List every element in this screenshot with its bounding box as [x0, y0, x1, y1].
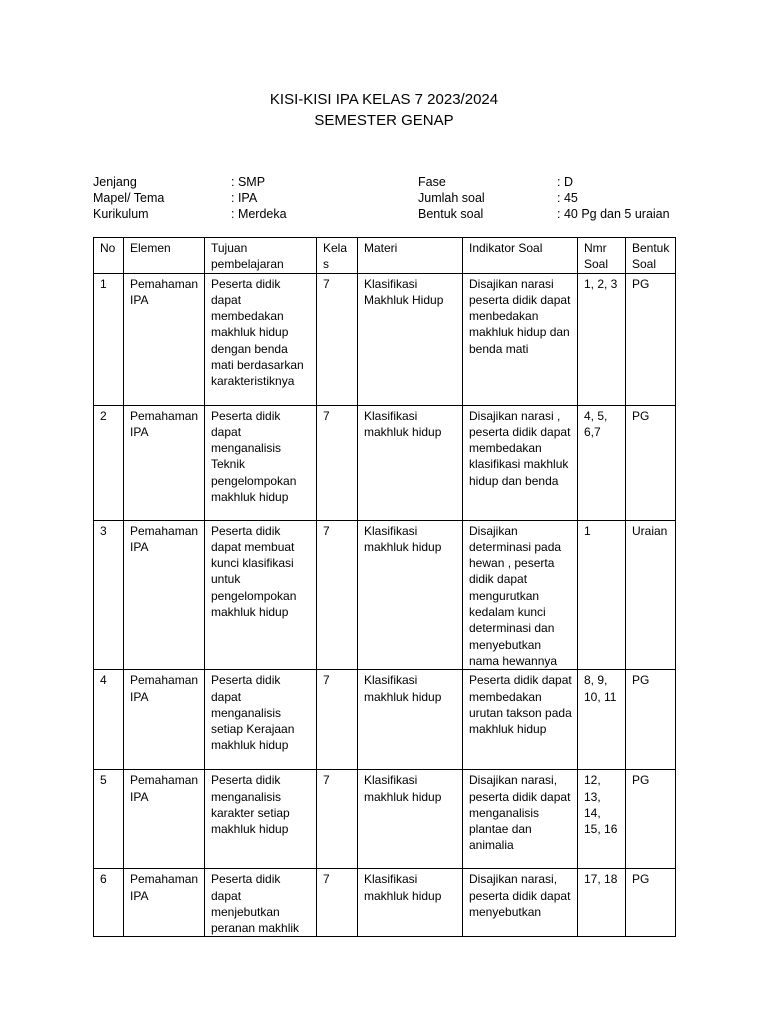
cell-elemen: Pemahaman IPA	[124, 520, 205, 670]
title-line-1: KISI-KISI IPA KELAS 7 2023/2024	[269, 91, 499, 108]
meta-mapel-label: Mapel/ Tema	[93, 191, 165, 205]
cell-bentuk: Uraian	[626, 520, 676, 670]
cell-tujuan: Peserta didik dapat membedakan makhluk hidup dengan benda mati berdasarkan karakteristiknya	[205, 273, 317, 405]
meta-mapel-value: : IPA	[231, 191, 258, 205]
table-header-row	[94, 238, 676, 274]
cell-kelas: 7	[317, 520, 358, 670]
meta-kurikulum-value: : Merdeka	[231, 207, 287, 221]
cell-bentuk: PG	[626, 869, 676, 937]
header-tujuan: Tujuan pembelajaran	[205, 238, 317, 274]
cell-materi: Klasifikasi makhluk hidup	[358, 520, 463, 670]
table-row	[94, 405, 676, 520]
cell-kelas: 7	[317, 869, 358, 937]
cell-nmr: 1	[578, 520, 626, 670]
cell-tujuan: Peserta didik dapat membuat kunci klasifikasi untuk pengelompokan makhluk hidup	[205, 520, 317, 670]
cell-bentuk: PG	[626, 405, 676, 520]
cell-indikator: Disajikan narasi, peserta didik dapat menganalisis plantae dan animalia	[463, 770, 578, 869]
header-indikator: Indikator Soal	[463, 238, 578, 274]
cell-elemen: Pemahaman IPA	[124, 770, 205, 869]
cell-elemen: Pemahaman IPA	[124, 670, 205, 770]
meta-jumlah-soal-value: : 45	[557, 191, 578, 205]
cell-tujuan: Peserta didik menganalisis karakter setiap makhluk hidup	[205, 770, 317, 869]
meta-jumlah-soal-label: Jumlah soal	[418, 191, 485, 205]
header-kelas: Kelas	[317, 238, 358, 274]
meta-kurikulum-label: Kurikulum	[93, 207, 149, 221]
cell-nmr: 8, 9, 10, 11	[578, 670, 626, 770]
cell-tujuan: Peserta didik dapat menganalisis setiap Kerajaan makhluk hidup	[205, 670, 317, 770]
cell-indikator: Peserta didik dapat membedakan urutan takson pada makhluk hidup	[463, 670, 578, 770]
cell-tujuan: Peserta didik dapat menjebutkan peranan makhlik	[205, 869, 317, 937]
table-row	[94, 770, 676, 869]
table-row	[94, 869, 676, 937]
meta-fase-value: : D	[557, 175, 573, 189]
cell-kelas: 7	[317, 770, 358, 869]
cell-tujuan: Peserta didik dapat menganalisis Teknik pengelompokan makhluk hidup	[205, 405, 317, 520]
cell-kelas: 7	[317, 273, 358, 405]
header-materi: Materi	[358, 238, 463, 274]
cell-nmr: 4, 5, 6,7	[578, 405, 626, 520]
cell-elemen: Pemahaman IPA	[124, 273, 205, 405]
cell-bentuk: PG	[626, 770, 676, 869]
cell-bentuk: PG	[626, 273, 676, 405]
header-elemen: Elemen	[124, 238, 205, 274]
cell-no: 1	[94, 273, 124, 405]
cell-no: 3	[94, 520, 124, 670]
cell-no: 5	[94, 770, 124, 869]
meta-jenjang-value: : SMP	[231, 175, 266, 189]
header-bentuk: Bentuk Soal	[626, 238, 676, 274]
cell-no: 2	[94, 405, 124, 520]
meta-jenjang-label: Jenjang	[93, 175, 137, 189]
cell-bentuk: PG	[626, 670, 676, 770]
title-line-2: SEMESTER GENAP	[314, 112, 454, 129]
cell-elemen: Pemahaman IPA	[124, 405, 205, 520]
cell-indikator: Disajikan narasi , peserta didik dapat membedakan klasifikasi makhluk hidup dan benda	[463, 405, 578, 520]
cell-elemen: Pemahaman IPA	[124, 869, 205, 937]
cell-kelas: 7	[317, 670, 358, 770]
cell-materi: Klasifikasi makhluk hidup	[358, 405, 463, 520]
cell-materi: Klasifikasi Makhluk Hidup	[358, 273, 463, 405]
header-nmr: Nmr Soal	[578, 238, 626, 274]
cell-materi: Klasifikasi makhluk hidup	[358, 770, 463, 869]
cell-indikator: Disajikan determinasi pada hewan , peserta didik dapat mengurutkan kedalam kunci determinasi dan menyebutkan nama hewannya	[463, 520, 578, 670]
meta-bentuk-soal-label: Bentuk soal	[418, 207, 484, 221]
meta-bentuk-soal-value: : 40 Pg dan 5 uraian	[557, 207, 670, 221]
cell-nmr: 1, 2, 3	[578, 273, 626, 405]
cell-kelas: 7	[317, 405, 358, 520]
cell-materi: Klasifikasi makhluk hidup	[358, 869, 463, 937]
cell-materi: Klasifikasi makhluk hidup	[358, 670, 463, 770]
cell-no: 4	[94, 670, 124, 770]
cell-no: 6	[94, 869, 124, 937]
kisi-kisi-table	[93, 237, 676, 937]
cell-nmr: 12, 13, 14, 15, 16	[578, 770, 626, 869]
cell-nmr: 17, 18	[578, 869, 626, 937]
header-no: No	[94, 238, 124, 274]
cell-indikator: Disajikan narasi, peserta didik dapat menyebutkan	[463, 869, 578, 937]
table-row	[94, 520, 676, 670]
cell-indikator: Disajikan narasi peserta didik dapat menbedakan makhluk hidup dan benda mati	[463, 273, 578, 405]
meta-fase-label: Fase	[418, 175, 446, 189]
table-row	[94, 670, 676, 770]
table-row	[94, 273, 676, 405]
